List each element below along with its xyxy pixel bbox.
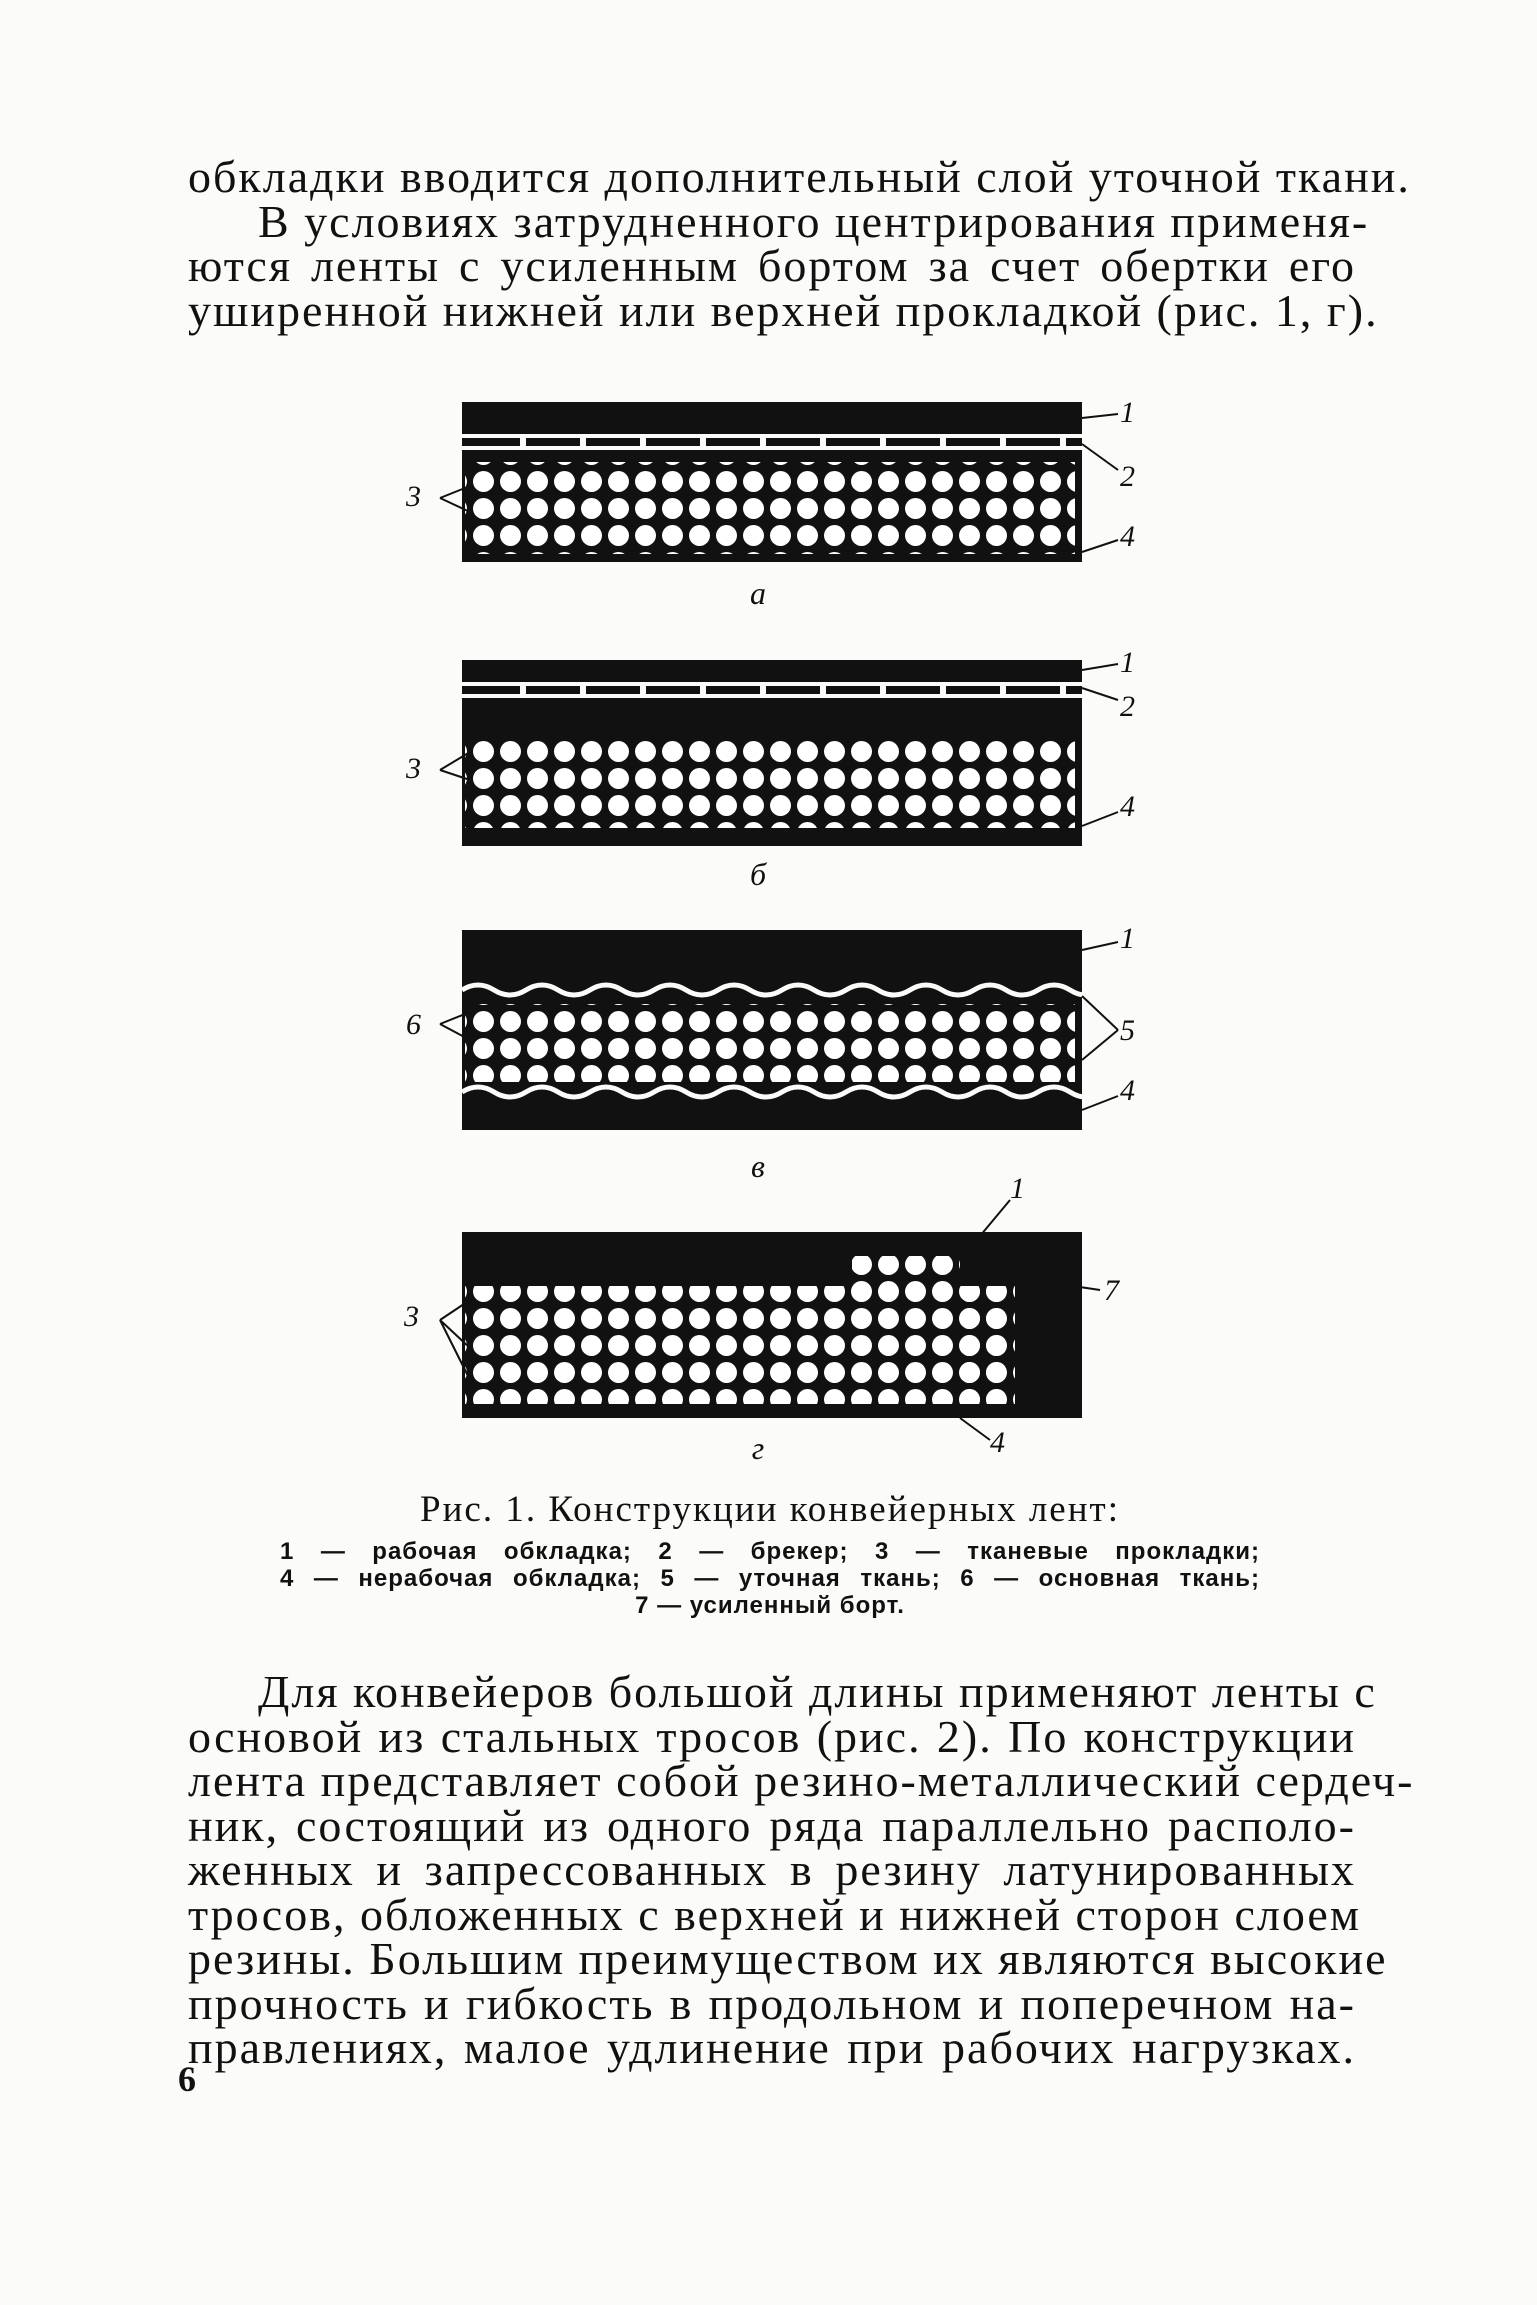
text-line: ник, состоящий из одного ряда параллельно располо-: [188, 1799, 1356, 1851]
subfigure-v: [462, 930, 1098, 1130]
callout-label: 3: [404, 1300, 419, 1333]
callout-label: 2: [1120, 690, 1135, 723]
callout-label: 5: [1120, 1014, 1135, 1047]
callout-label: 4: [990, 1426, 1005, 1459]
text-line: В условиях затрудненного центрирования применя-: [258, 195, 1370, 247]
subfigure-label: в: [751, 1148, 765, 1184]
subfigure-label: г: [751, 1430, 765, 1466]
page-number: 6: [178, 2059, 196, 2099]
subfigure-label: б: [749, 856, 767, 892]
callout-label: 1: [1010, 1172, 1025, 1205]
text-line: женных и запрессованных в резину латунированных: [188, 1844, 1356, 1895]
callout-label: 7: [1104, 1274, 1119, 1307]
callout-label: 4: [1120, 1074, 1135, 1107]
callout-label: 1: [1120, 396, 1135, 429]
callout-label: 6: [406, 1008, 421, 1041]
subfigure-b: [462, 660, 1082, 846]
subfigure-a: [462, 402, 1082, 562]
text-line: прочность и гибкость в продольном и поперечном на-: [188, 1977, 1356, 2029]
text-line: резины. Большим преимуществом их являются высокие: [188, 1933, 1388, 1984]
text-line: тросов, обложенных с верхней и нижней сторон слоем: [188, 1888, 1361, 1940]
caption-line: 1 — рабочая обкладка; 2 — брекер; 3 — тканевые прокладки;: [280, 1538, 1260, 1565]
bottom-paragraph: [188, 1666, 1415, 2073]
callout-label: 3: [406, 480, 421, 513]
breker-dashes: [462, 434, 1082, 438]
text-line: ются ленты с усиленным бортом за счет обертки его: [188, 240, 1356, 291]
text-line: правлениях, малое удлинение при рабочих нагрузках.: [188, 2022, 1356, 2073]
callout-label: 1: [1120, 922, 1135, 955]
callout-label: 4: [1120, 520, 1135, 553]
caption-line: 7 — усиленный борт.: [635, 1592, 905, 1619]
callout-label: 1: [1120, 646, 1135, 679]
callout-label: 4: [1120, 790, 1135, 823]
callout-label: 3: [406, 752, 421, 785]
figure-caption-title: Рис. 1. Конструкции конвейерных лент:: [420, 1489, 1120, 1530]
callout-label: 2: [1120, 460, 1135, 493]
text-line: лента представляет собой резино-металлический сердеч-: [188, 1755, 1415, 1806]
text-line: уширенной нижней или верхней прокладкой (рис. 1, г).: [188, 284, 1379, 336]
subfigure-label: а: [750, 575, 766, 611]
text-line: обкладки вводится дополнительный слой уточной ткани.: [188, 151, 1411, 202]
text-line: основой из стальных тросов (рис. 2). По конструкции: [188, 1710, 1356, 1762]
text-line: Для конвейеров большой длины применяют ленты с: [258, 1666, 1377, 1717]
figure-caption-legend: [280, 1538, 1260, 1619]
subfigure-g: [462, 1232, 1082, 1418]
caption-line: 4 — нерабочая обкладка; 5 — уточная ткань; 6 — основная ткань;: [280, 1565, 1260, 1592]
